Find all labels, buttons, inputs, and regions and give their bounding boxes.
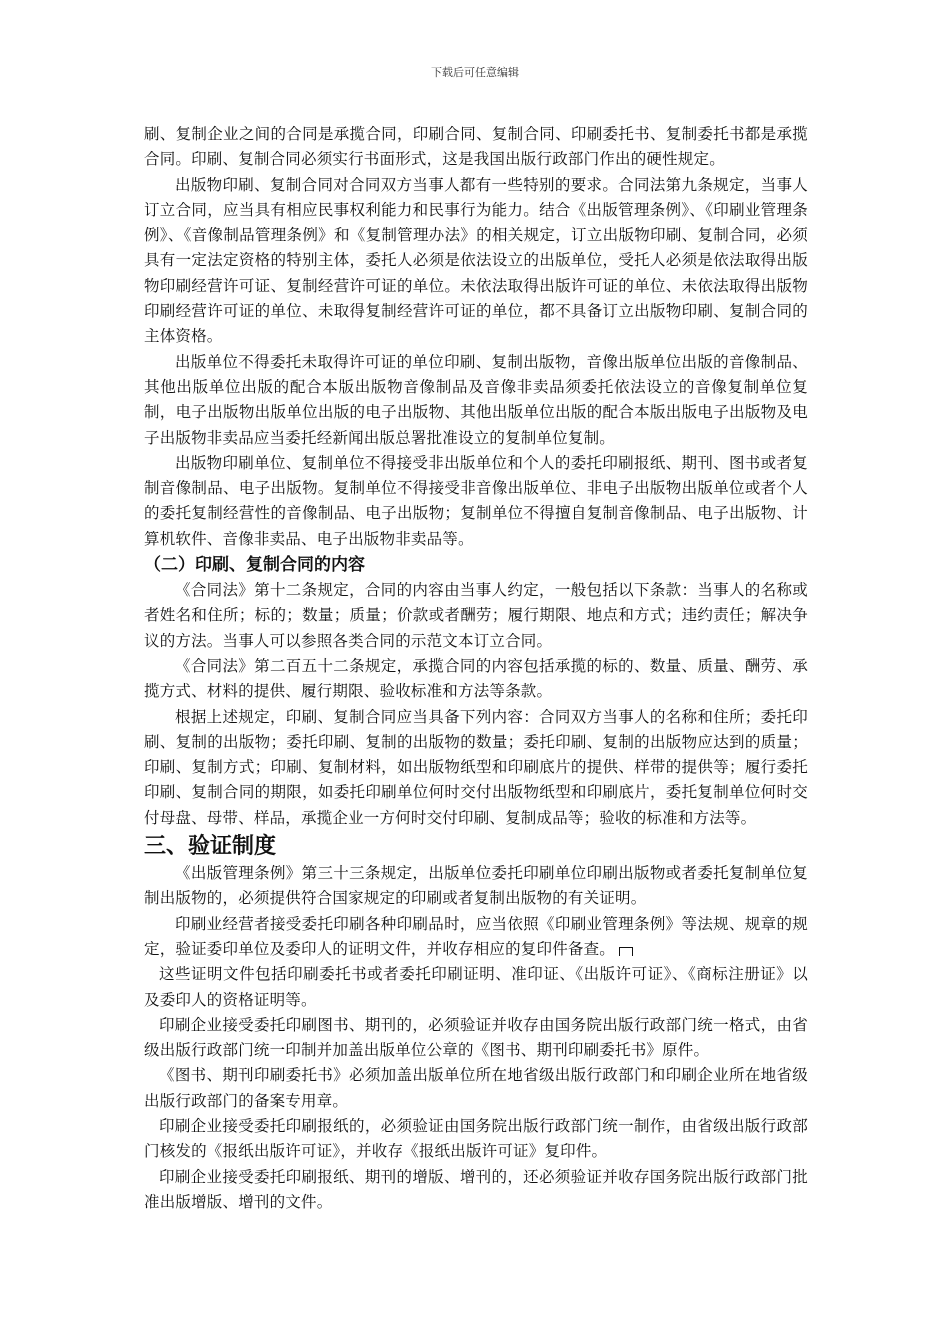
paragraph-with-mark	[144, 912, 808, 963]
paragraph: 出版物印刷单位、复制单位不得接受非出版单位和个人的委托印刷报纸、期刊、图书或者复制音像制品、电子出版物。复制单位不得接受非音像出版单位、非电子出版物出版单位或者个人的委托复制经营性的音像制品、电子出版物；复制单位不得擅自复制音像制品、电子出版物、计算机软件、音像非卖品、电子出版物非卖品等。	[144, 453, 808, 548]
paragraph: 《合同法》第十二条规定，合同的内容由当事人约定，一般包括以下条款：当事人的名称或者姓名和住所；标的；数量；质量；价款或者酬劳；履行期限、地点和方式；违约责任；解决争议的方法。当事人可以参照各类合同的示范文本订立合同。	[144, 581, 808, 650]
bracket-mark-icon	[619, 947, 633, 956]
paragraph: 《合同法》第二百五十二条规定，承揽合同的内容包括承揽的标的、数量、质量、酬劳、承揽方式、材料的提供、履行期限、验收标准和方法等条款。	[144, 656, 808, 701]
page-header: 下载后可任意编辑	[431, 66, 519, 79]
paragraph-text: 印刷业经营者接受委托印刷各种印刷品时，应当依照《印刷业管理条例》等法规、规章的规定，验证委印单位及委印人的证明文件，并收存相应的复印件备查。	[144, 914, 808, 958]
paragraph: 印刷企业接受委托印刷报纸、期刊的增版、增刊的，还必须验证并收存国务院出版行政部门批准出版增版、增刊的文件。	[144, 1167, 808, 1211]
paragraph: 出版单位不得委托未取得许可证的单位印刷、复制出版物，音像出版单位出版的音像制品、其他出版单位出版的配合本版出版物音像制品及音像非卖品须委托依法设立的音像复制单位复制，电子出版物出版单位出版的电子出版物、其他出版单位出版的配合本版出版电子出版物及电子出版物非卖品应当委托经新闻出版总署批准设立的复制单位复制。	[144, 352, 808, 447]
section-heading: 三、验证制度	[144, 834, 277, 860]
paragraph: 出版物印刷、复制合同对合同双方当事人都有一些特别的要求。合同法第九条规定，当事人订立合同，应当具有相应民事权利能力和民事行为能力。结合《出版管理条例》、《印刷业管理条例》、《音像制品管理条例》和《复制管理办法》的相关规定，订立出版物印刷、复制合同，必须具有一定法定资格的特别主体，委托人必须是依法设立的出版单位，受托人必须是依法取得出版物印刷经营许可证、复制经营许可证的单位。未依法取得出版许可证的单位、未依法取得出版物印刷经营许可证的单位、未取得复制经营许可证的单位，都不具备订立出版物印刷、复制合同的主体资格。	[144, 175, 808, 346]
paragraph: 《图书、期刊印刷委托书》必须加盖出版单位所在地省级出版行政部门和印刷企业所在地省级出版行政部门的备案专用章。	[144, 1066, 808, 1110]
subsection-heading: （二）印刷、复制合同的内容	[144, 555, 365, 576]
paragraph: 这些证明文件包括印刷委托书或者委托印刷证明、准印证、《出版许可证》、《商标注册证》以及委印人的资格证明等。	[144, 965, 808, 1009]
paragraph: 刷、复制企业之间的合同是承揽合同，印刷合同、复制合同、印刷委托书、复制委托书都是承揽合同。印刷、复制合同必须实行书面形式，这是我国出版行政部门作出的硬性规定。	[144, 125, 808, 169]
document-body	[144, 122, 808, 1215]
paragraph: 《出版管理条例》第三十三条规定，出版单位委托印刷单位印刷出版物或者委托复制单位复制出版物的，必须提供符合国家规定的印刷或者复制出版物的有关证明。	[144, 864, 808, 908]
paragraph: 印刷企业接受委托印刷报纸的，必须验证由国务院出版行政部门统一制作，由省级出版行政部门核发的《报纸出版许可证》，并收存《报纸出版许可证》复印件。	[144, 1116, 808, 1161]
paragraph: 根据上述规定，印刷、复制合同应当具备下列内容：合同双方当事人的名称和住所；委托印刷、复制的出版物；委托印刷、复制的出版物的数量；委托印刷、复制的出版物应达到的质量；印刷、复制方式；印刷、复制材料，如出版物纸型和印刷底片的提供、样带的提供等；履行委托印刷、复制合同的期限，如委托印刷单位何时交付出版物纸型和印刷底片，委托复制单位何时交付母盘、母带、样品，承揽企业一方何时交付印刷、复制成品等；验收的标准和方法等。	[144, 707, 808, 827]
paragraph: 印刷企业接受委托印刷图书、期刊的，必须验证并收存由国务院出版行政部门统一格式，由省级出版行政部门统一印制并加盖出版单位公章的《图书、期刊印刷委托书》原件。	[144, 1015, 808, 1060]
